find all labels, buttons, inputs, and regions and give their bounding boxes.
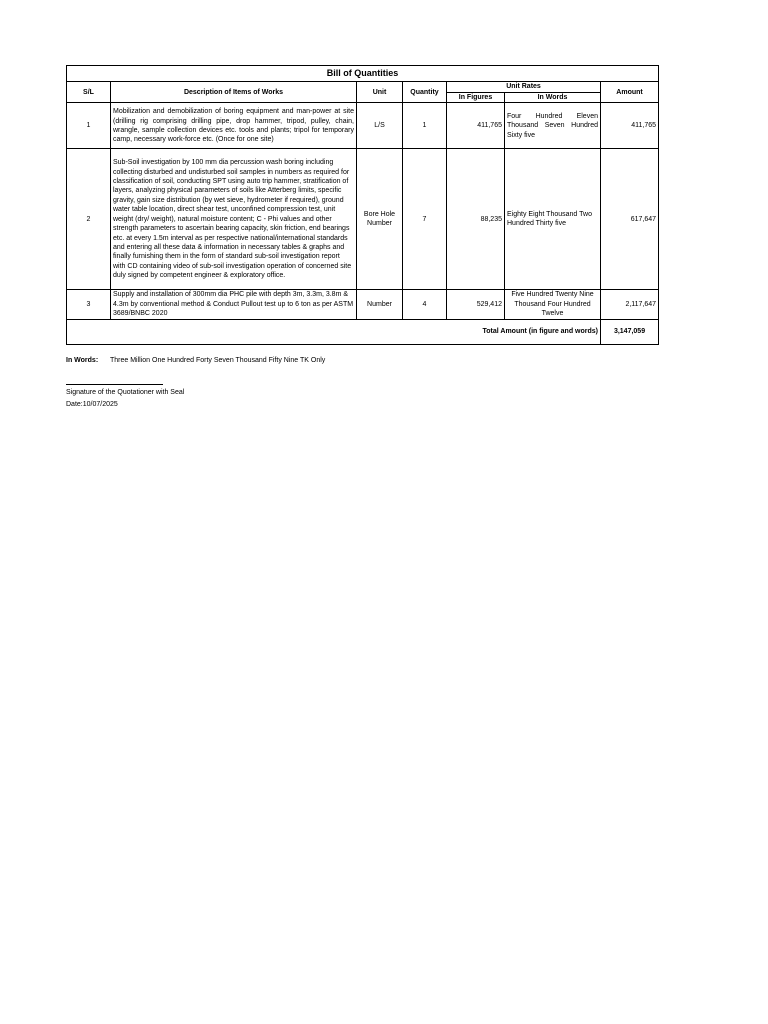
header-quantity: Quantity — [403, 82, 447, 103]
total-amount: 3,147,059 — [601, 319, 659, 344]
row-rate-figures: 88,235 — [447, 149, 505, 290]
row-rate-figures: 529,412 — [447, 290, 505, 319]
header-amount: Amount — [601, 82, 659, 103]
row-unit: Number — [357, 290, 403, 319]
row-sl: 2 — [67, 149, 111, 290]
row-amount: 617,647 — [601, 149, 659, 290]
row-sl: 3 — [67, 290, 111, 319]
date-text: Date:10/07/2025 — [66, 401, 118, 408]
signature-text: Signature of the Quotationer with Seal — [66, 389, 185, 396]
total-row — [67, 319, 659, 344]
row-rate-figures: 411,765 — [447, 103, 505, 149]
row-quantity: 4 — [403, 290, 447, 319]
header-unit-rates: Unit Rates — [447, 82, 601, 93]
in-words-value: Three Million One Hundred Forty Seven Thousand Fifty Nine TK Only — [109, 357, 326, 364]
table-title: Bill of Quantities — [67, 66, 659, 82]
table-row — [67, 290, 659, 319]
row-amount: 2,117,647 — [601, 290, 659, 319]
row-description: Supply and installation of 300mm dia PHC pile with depth 3m, 3.3m, 3.8m & 4.3m by conventional method & Conduct Pullout test up to 6 ton as per ASTM 3689/BNBC 2020 — [111, 290, 357, 319]
row-rate-words: Five Hundred Twenty Nine Thousand Four Hundred Twelve — [505, 290, 601, 319]
header-sl: S/L — [67, 82, 111, 103]
row-quantity: 1 — [403, 103, 447, 149]
row-rate-words: Eighty Eight Thousand Two Hundred Thirty five — [505, 149, 601, 290]
row-sl: 1 — [67, 103, 111, 149]
header-in-words: In Words — [505, 93, 601, 103]
row-description: Sub-Soil investigation by 100 mm dia percussion wash boring including collecting disturbed and undisturbed soil samples in numbers as required for classification of soil, conducting SPT using auto trip hammer, stratification of layers, analyzing physical parameters of soils like Atterberg limits, specific gravity, gain size distribution (by wet sieve, hydrometer if required), ground water table location, direct shear test, unconfined compression test, unit weight (dry/ weight), natural moisture content; C - Phi values and other strength parameters to ascertain bearing capacity, skin friction, end bearings etc. at every 1.5m interval as per respective national/international standards and entering all these data & information in necessary tables & graphs and finally furnishing them in the form of standard sub-soil investigation report with CD containing video of sub-soil investigation operation of concerned site duly signed by competent engineer & exploratory office. — [111, 149, 357, 290]
in-words-line — [66, 357, 325, 364]
table-row — [67, 149, 659, 290]
total-label: Total Amount (in figure and words) — [67, 319, 601, 344]
header-in-figures: In Figures — [447, 93, 505, 103]
signature-line — [66, 384, 163, 385]
row-amount: 411,765 — [601, 103, 659, 149]
row-quantity: 7 — [403, 149, 447, 290]
row-description: Mobilization and demobilization of boring equipment and man-power at site (drilling rig comprising drilling pipe, drop hammer, tripod, pulley, chain, wrangle, sample collection devices etc. tools and plants; tripol for temporary camp, necessary work-force etc. (Once for one site) — [111, 103, 357, 149]
header-unit: Unit — [357, 82, 403, 103]
in-words-label: In Words: — [66, 357, 99, 364]
table-row — [67, 103, 659, 149]
row-rate-words: Four Hundred Eleven Thousand Seven Hundred Sixty five — [505, 103, 601, 149]
bill-of-quantities-table — [66, 65, 659, 345]
row-unit: L/S — [357, 103, 403, 149]
row-unit: Bore Hole Number — [357, 149, 403, 290]
header-description: Description of Items of Works — [111, 82, 357, 103]
